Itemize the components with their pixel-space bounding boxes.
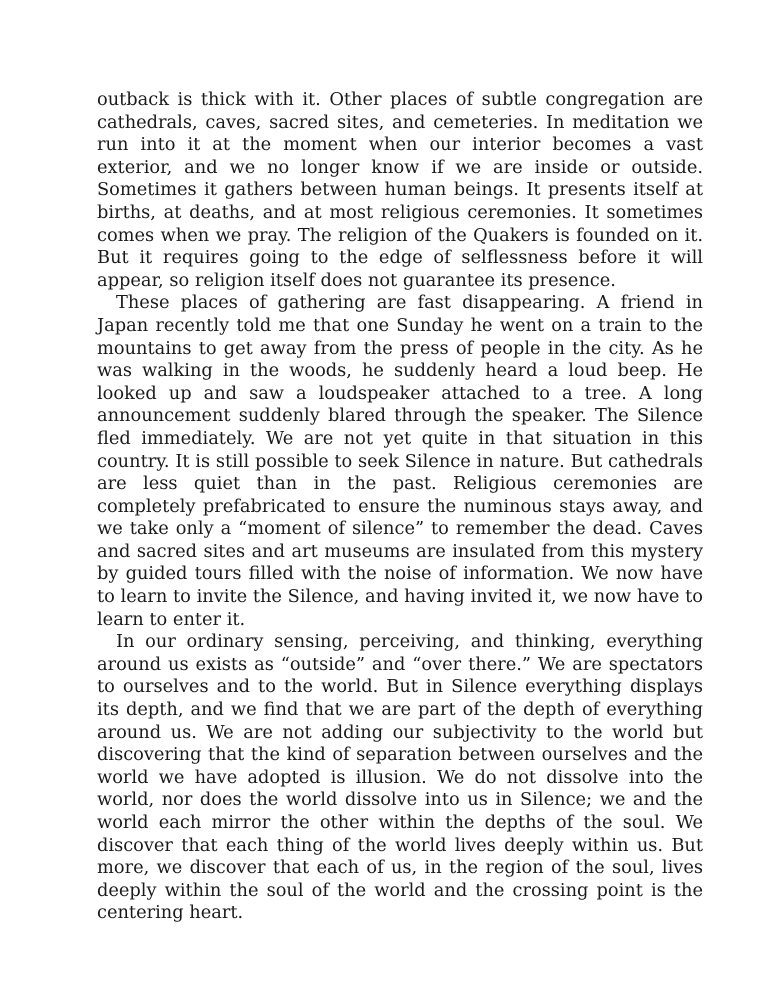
paragraph-continued: outback is thick with it. Other places of subtle congregation are cathedrals, caves, sacred sites, and cemeteries. In meditation we run into it at the moment when our interior becomes a vast exterior, and we no longer know if we are inside or outside. Sometimes it gathers between human beings. It presents itself at births, at deaths, and at most religious ceremonies. It sometimes comes when we pray. The religion of the Quakers is founded on it. But it requires going to the edge of selflessness before it will appear, so religion itself does not guarantee its presence. xyxy=(97,89,703,291)
paragraph-gathering-places: These places of gathering are fast disappearing. A friend in Japan recently told me that one Sunday he went on a train to the mountains to get away from the press of people in the city. As he was walking in the woods, he suddenly heard a loud beep. He looked up and saw a loudspeaker attached to a tree. A long announcement suddenly blared through the speaker. The Silence fled immediately. We are not yet quite in that situation in this country. It is still possible to seek Silence in nature. But cathedrals are less quiet than in the past. Religious ceremonies are completely prefabricated to ensure the numinous stays away, and we take only a “moment of silence” to remember the dead. Caves and sacred sites and art museums are insulated from this mystery by guided tours filled with the noise of information. We now have to learn to invite the Silence, and having invited it, we now have to learn to enter it. xyxy=(97,292,703,630)
page-body xyxy=(97,89,703,925)
paragraph-silence-depth: In our ordinary sensing, perceiving, and thinking, everything around us exists as “outside” and “over there.” We are spectators to ourselves and to the world. But in Silence everything displays its depth, and we find that we are part of the depth of everything around us. We are not adding our subjectivity to the world but discovering that the kind of separation between ourselves and the world we have adopted is illusion. We do not dissolve into the world, nor does the world dissolve into us in Silence; we and the world each mirror the other within the depths of the soul. We discover that each thing of the world lives deeply within us. But more, we discover that each of us, in the region of the soul, lives deeply within the soul of the world and the crossing point is the centering heart. xyxy=(97,631,703,924)
